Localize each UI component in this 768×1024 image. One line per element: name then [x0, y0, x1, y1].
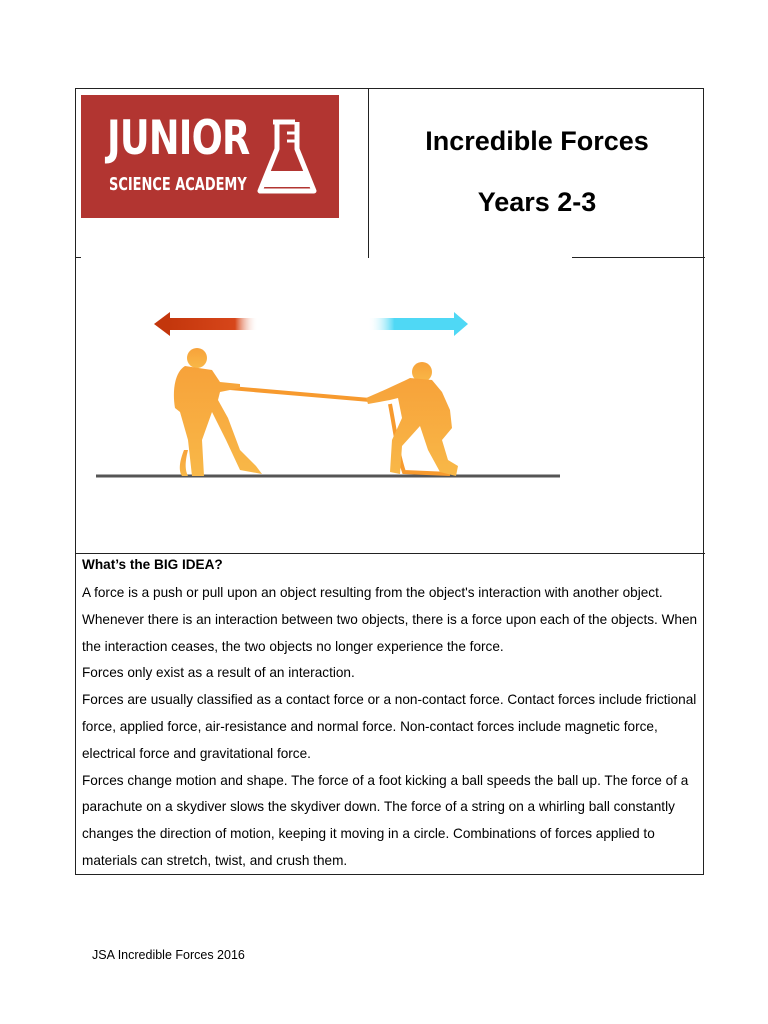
flask-icon: [257, 119, 317, 197]
rope: [230, 388, 370, 400]
big-idea-paragraph: Forces change motion and shape. The force of a foot kicking a ball speeds the ball up. The force of a parachute on a skydiver slows the skydiver down. The force of a string on a whirling ball constantly changes the direction of motion, keeping it moving in a circle. Combinations of forces applied to materials can stretch, twist, and crush them.: [82, 772, 689, 868]
big-idea-heading: What’s the BIG IDEA?: [82, 557, 223, 572]
page-footer: JSA Incredible Forces 2016: [92, 948, 245, 962]
header-divider-left: [75, 257, 81, 258]
logo-word-science-academy: SCIENCE ACADEMY: [109, 174, 247, 195]
right-person-icon: [366, 362, 458, 476]
big-idea-paragraph: Forces only exist as a result of an interaction.: [82, 665, 355, 681]
big-idea-section: [82, 556, 702, 875]
left-person-icon: [174, 348, 262, 476]
left-arrow-icon: [154, 312, 258, 336]
big-idea-paragraph: A force is a push or pull upon an object resulting from the object's interaction with another object. Whenever there is an interaction between two objects, there is a force upon each of the objects. When the interaction ceases, the two objects no longer experience the force.: [82, 585, 698, 654]
page-subtitle: Years 2-3: [477, 187, 597, 217]
page-title: Incredible Forces: [425, 126, 649, 156]
big-idea-paragraph: Forces are usually classified as a contact force or a non-contact force. Contact forces include frictional force, applied force, air-resistance and normal force. Non-contact forces include magnetic force, electrical force and gravitational force.: [82, 692, 697, 761]
header-divider-vertical: [368, 88, 369, 258]
header-title-block: [370, 128, 704, 216]
logo: [81, 95, 339, 218]
header-divider-right: [572, 257, 705, 258]
tug-of-war-illustration: [80, 300, 570, 485]
content-divider: [75, 553, 705, 554]
logo-word-junior: JUNIOR: [107, 111, 250, 166]
right-arrow-icon: [368, 312, 468, 336]
